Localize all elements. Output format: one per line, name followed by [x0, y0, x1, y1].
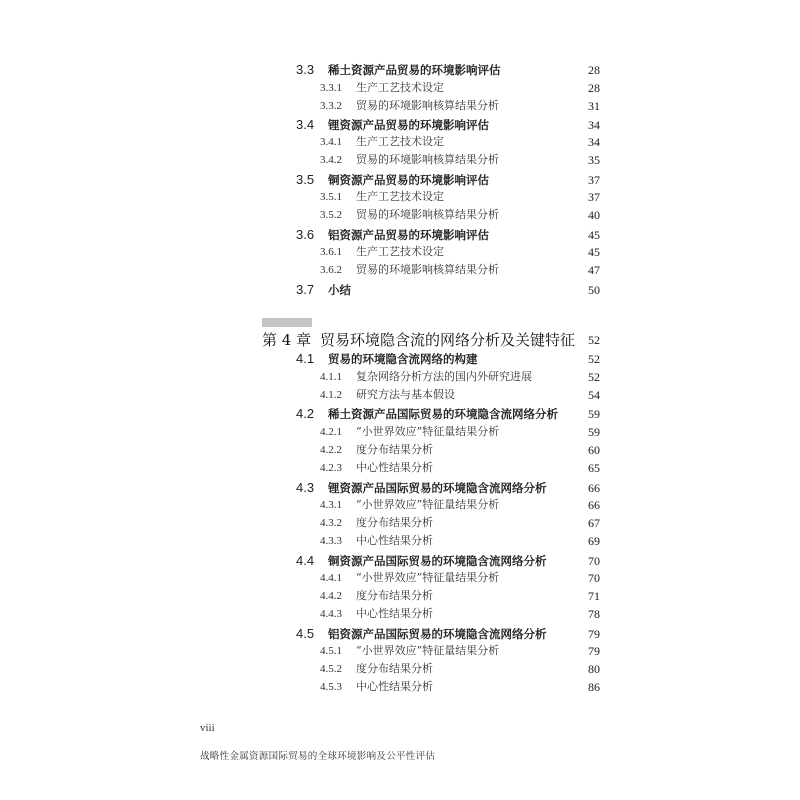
toc-entry-page: 69	[588, 534, 600, 548]
toc-subsection-entry	[0, 532, 800, 550]
toc-entry-title: 贸易环境隐含流的网络分析及关键特征	[320, 331, 576, 349]
toc-entry-number: 4.2	[296, 406, 315, 421]
toc-entry-title: 度分布结果分析	[356, 662, 433, 675]
toc-section-entry	[0, 478, 800, 498]
toc-entry-title: “小世界效应”特征量结果分析	[356, 571, 500, 584]
toc-entry-title: 度分布结果分析	[356, 589, 433, 602]
toc-entry-page: 66	[588, 481, 600, 495]
toc-subsection-entry	[0, 261, 800, 279]
toc-section-entry	[0, 170, 800, 190]
toc-entry-title: 稀土资源产品国际贸易的环境隐含流网络分析	[328, 407, 558, 421]
toc-entry-page: 59	[588, 407, 600, 421]
toc-entry-title: 贸易的环境影响核算结果分析	[356, 153, 499, 166]
toc-entry-number: 3.7	[296, 282, 315, 297]
toc-entry-page: 45	[588, 228, 600, 242]
toc-subsection-entry	[0, 206, 800, 224]
toc-subsection-entry	[0, 605, 800, 623]
toc-entry-title: “小世界效应”特征量结果分析	[356, 644, 500, 657]
toc-entry-title: “小世界效应”特征量结果分析	[356, 498, 500, 511]
toc-entry-title: 铝资源产品国际贸易的环境隐含流网络分析	[328, 627, 547, 641]
toc-entry-title: 中心性结果分析	[356, 607, 433, 620]
toc-entry-number: 3.3.2	[320, 100, 342, 112]
toc-entry-page: 52	[588, 333, 600, 347]
toc-entry-page: 70	[588, 571, 600, 585]
toc-entry-page: 40	[588, 208, 600, 222]
toc-entry-page: 37	[588, 190, 600, 204]
toc-entry-number: 3.5.1	[320, 191, 342, 203]
toc-section-entry	[0, 404, 800, 424]
toc-entry-page: 66	[588, 498, 600, 512]
toc-entry-title: 锂资源产品贸易的环境影响评估	[328, 118, 489, 132]
toc-entry-page: 34	[588, 135, 600, 149]
toc-entry-title: 贸易的环境影响核算结果分析	[356, 99, 499, 112]
toc-entry-number: 3.5	[296, 172, 315, 187]
footer-page-number: viii	[200, 722, 215, 734]
toc-entry-number: 4.5	[296, 626, 315, 641]
toc-entry-title: 生产工艺技术设定	[356, 135, 444, 148]
toc-entry-title: 生产工艺技术设定	[356, 245, 444, 258]
toc-subsection-entry	[0, 97, 800, 115]
toc-entry-number: 4.4.2	[320, 590, 342, 602]
toc-entry-number: 4.4	[296, 553, 315, 568]
toc-entry-page: 65	[588, 461, 600, 475]
toc-entry-title: 锂资源产品国际贸易的环境隐含流网络分析	[328, 481, 547, 495]
toc-section-entry	[0, 60, 800, 80]
toc-subsection-entry	[0, 133, 800, 151]
toc-entry-number: 4.2.2	[320, 444, 342, 456]
toc-entry-number: 4.2.1	[320, 426, 342, 438]
toc-entry-number: 3.3	[296, 62, 315, 77]
toc-entry-title: 度分布结果分析	[356, 443, 433, 456]
toc-entry-number: 4.2.3	[320, 462, 342, 474]
toc-subsection-entry	[0, 188, 800, 206]
toc-entry-page: 71	[588, 589, 600, 603]
toc-entry-number: 3.6.2	[320, 264, 342, 276]
toc-entry-title: 铝资源产品贸易的环境影响评估	[328, 228, 489, 242]
toc-subsection-entry	[0, 151, 800, 169]
toc-subsection-entry	[0, 79, 800, 97]
toc-entry-number: 4.4.1	[320, 572, 342, 584]
toc-entry-number: 3.6	[296, 227, 315, 242]
toc-entry-title: 研究方法与基本假设	[356, 388, 455, 401]
toc-entry-page: 79	[588, 644, 600, 658]
toc-subsection-entry	[0, 386, 800, 404]
toc-subsection-entry	[0, 459, 800, 477]
toc-section-entry	[0, 624, 800, 644]
toc-entry-title: 铜资源产品贸易的环境影响评估	[328, 173, 489, 187]
toc-entry-page: 67	[588, 516, 600, 530]
toc-entry-page: 86	[588, 680, 600, 694]
toc-entry-number: 4.1.2	[320, 389, 342, 401]
toc-entry-page: 50	[588, 283, 600, 297]
toc-entry-number: 第 4 章	[262, 331, 312, 349]
toc-subsection-entry	[0, 243, 800, 261]
toc-entry-page: 70	[588, 554, 600, 568]
toc-entry-number: 4.5.3	[320, 681, 342, 693]
toc-entry-page: 78	[588, 607, 600, 621]
toc-section-entry	[0, 349, 800, 369]
toc-entry-title: 生产工艺技术设定	[356, 190, 444, 203]
toc-entry-number: 3.4	[296, 117, 315, 132]
toc-entry-page: 34	[588, 118, 600, 132]
toc-entry-number: 4.3.3	[320, 535, 342, 547]
toc-entry-page: 45	[588, 245, 600, 259]
toc-entry-page: 28	[588, 81, 600, 95]
toc-entry-title: 贸易的环境影响核算结果分析	[356, 263, 499, 276]
toc-entry-number: 4.3.1	[320, 499, 342, 511]
toc-entry-title: 小结	[328, 283, 351, 297]
toc-entry-title: 中心性结果分析	[356, 461, 433, 474]
toc-entry-page: 31	[588, 99, 600, 113]
toc-entry-title: 稀土资源产品贸易的环境影响评估	[328, 63, 501, 77]
toc-entry-number: 4.4.3	[320, 608, 342, 620]
toc-subsection-entry	[0, 368, 800, 386]
toc-entry-title: 贸易的环境影响核算结果分析	[356, 208, 499, 221]
toc-subsection-entry	[0, 441, 800, 459]
toc-entry-title: 中心性结果分析	[356, 534, 433, 547]
toc-entry-number: 3.4.1	[320, 136, 342, 148]
toc-section-entry	[0, 115, 800, 135]
toc-entry-title: 生产工艺技术设定	[356, 81, 444, 94]
toc-entry-page: 35	[588, 153, 600, 167]
toc-entry-page: 37	[588, 173, 600, 187]
toc-entry-number: 3.4.2	[320, 154, 342, 166]
toc-entry-number: 4.3.2	[320, 517, 342, 529]
toc-entry-page: 60	[588, 443, 600, 457]
toc-entry-number: 3.6.1	[320, 246, 342, 258]
footer-book-title: 战略性金属资源国际贸易的全球环境影响及公平性评估	[200, 751, 436, 762]
toc-entry-title: “小世界效应”特征量结果分析	[356, 425, 500, 438]
toc-entry-number: 4.3	[296, 480, 315, 495]
toc-subsection-entry	[0, 642, 800, 660]
toc-subsection-entry	[0, 514, 800, 532]
toc-subsection-entry	[0, 660, 800, 678]
toc-entry-title: 铜资源产品国际贸易的环境隐含流网络分析	[328, 554, 547, 568]
toc-subsection-entry	[0, 423, 800, 441]
toc-entry-number: 3.3.1	[320, 82, 342, 94]
toc-entry-title: 贸易的环境隐含流网络的构建	[328, 352, 478, 366]
toc-subsection-entry	[0, 587, 800, 605]
toc-entry-page: 47	[588, 263, 600, 277]
toc-entry-page: 59	[588, 425, 600, 439]
toc-entry-page: 52	[588, 370, 600, 384]
toc-entry-number: 4.5.2	[320, 663, 342, 675]
toc-entry-page: 54	[588, 388, 600, 402]
toc-entry-title: 度分布结果分析	[356, 516, 433, 529]
toc-entry-page: 80	[588, 662, 600, 676]
toc-subsection-entry	[0, 496, 800, 514]
toc-entry-page: 52	[588, 352, 600, 366]
chapter-marker-bar	[262, 318, 312, 327]
toc-entry-title: 复杂网络分析方法的国内外研究进展	[356, 370, 532, 383]
toc-entry-number: 4.1	[296, 351, 315, 366]
toc-section-entry	[0, 225, 800, 245]
toc-entry-number: 4.5.1	[320, 645, 342, 657]
toc-entry-title: 中心性结果分析	[356, 680, 433, 693]
toc-entry-number: 3.5.2	[320, 209, 342, 221]
toc-section-entry	[0, 280, 800, 300]
toc-section-entry	[0, 551, 800, 571]
toc-entry-page: 79	[588, 627, 600, 641]
toc-subsection-entry	[0, 569, 800, 587]
toc-subsection-entry	[0, 678, 800, 696]
toc-entry-page: 28	[588, 63, 600, 77]
toc-entry-number: 4.1.1	[320, 371, 342, 383]
